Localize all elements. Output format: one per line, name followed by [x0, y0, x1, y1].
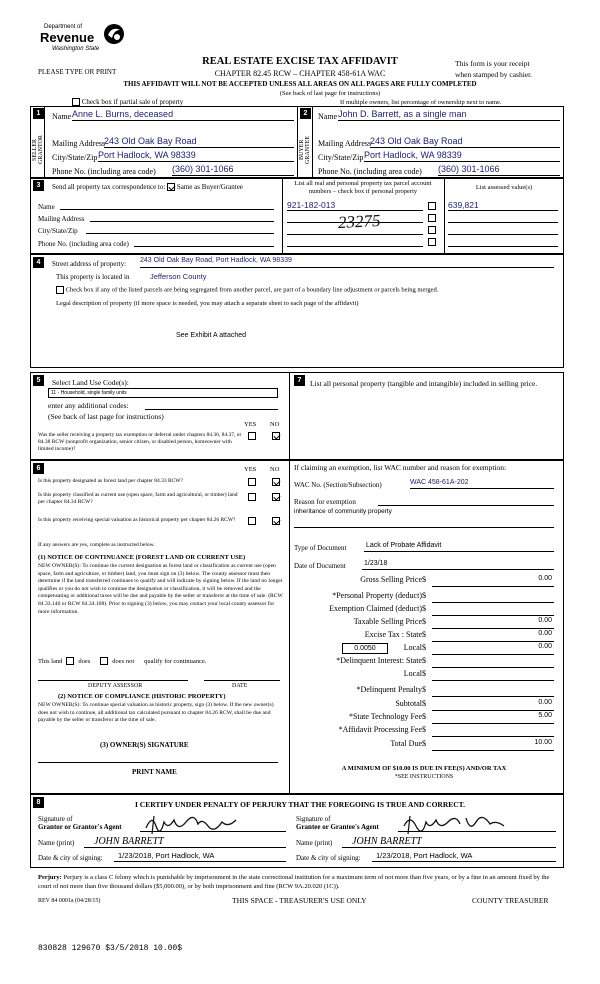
fee-amount[interactable]: [432, 591, 554, 603]
fee-label: Taxable Selling Price: [353, 617, 422, 626]
grantee-print[interactable]: JOHN BARRETT: [342, 837, 556, 848]
fee-row: [294, 591, 554, 603]
wac-label: WAC No. (Section/Subsection): [294, 481, 382, 489]
fee-label: Total Due: [390, 739, 422, 748]
doc-date[interactable]: 1/23/18: [362, 560, 554, 570]
personal-property-label: List all personal property (tangible and intangible) included in selling price.: [310, 379, 538, 388]
parcels-header: List all real and personal property tax parcel account numbers – check box if personal property: [294, 180, 432, 195]
grantee-sig-l1: Signature of: [296, 815, 331, 823]
no-header: NO: [270, 421, 280, 428]
historic-body: NEW OWNER(S): To continue special valuation as historic property, sign (3) below. If the new owner(s) does not wish to continue, all additional tax calculated pursuant to chapter 84.26 RCW, shall be due and payable by the seller or transferor at the time of sale.: [38, 702, 274, 724]
doc-type-label: Type of Document: [294, 544, 347, 552]
buyer-phone[interactable]: (360) 301-1066: [438, 164, 560, 176]
owner-signature-label: (3) OWNER(S) SIGNATURE: [100, 741, 189, 749]
divider: [289, 460, 290, 794]
receipt-line2: when stamped by cashier.: [455, 70, 533, 79]
fee-label: *State Technology Fee: [348, 712, 422, 721]
personal-property-checkbox-4[interactable]: [428, 238, 436, 246]
fee-label: *Personal Property (deduct): [332, 591, 422, 600]
personal-property-checkbox-1[interactable]: [428, 202, 436, 210]
buyer-name-label: Name: [318, 112, 338, 121]
doc-date-label: Date of Document: [294, 562, 346, 570]
divider: [297, 106, 298, 178]
q-historic: Is this property receiving special valuation as historical property per chapter 84.26 RCW?: [38, 517, 236, 523]
q-current-use: Is this property classified as current use (open space, farm and agricultural, or timber) land per chapter 84.34 RCW?: [38, 492, 238, 505]
buyer-city-label: City/State/Zip: [318, 153, 364, 162]
buyer-addr-label: Mailing Address: [318, 139, 372, 148]
revenue-swirl-icon: [102, 22, 126, 46]
print-note: PLEASE TYPE OR PRINT: [38, 68, 117, 76]
corr-phone-line[interactable]: [134, 246, 274, 247]
fee-label: *Delinquent Interest: State: [336, 656, 422, 665]
parcel-line-4[interactable]: [287, 246, 423, 247]
section-1-num: 1: [33, 108, 44, 119]
continuance-body: NEW OWNER(S): To continue the current designation as forest land or classification as current use (open space, farm and agriculture, or timber) land, you must sign on (3) below. The county assessor must then determine if the land transferred continues to qualify and will indicate by signing below. If the land no longer qualifies or you do not wish to continue the designation or classification, it will be removed and the compensating or additional taxes will be due and payable by the seller or transferor at the time of sale. (RCW 84.33.140 or RCW 84.34.108). Prior to signing (3) below, you may contact your local county assessor for more information.: [38, 563, 283, 615]
fee-label: *Affidavit Processing Fee: [338, 725, 422, 734]
seller-city[interactable]: Port Hadlock, WA 98339: [98, 150, 294, 162]
fee-label: *Delinquent Penalty: [356, 685, 422, 694]
seller-addr[interactable]: 243 Old Oak Bay Road: [104, 136, 294, 148]
seller-name-label: Name: [52, 112, 72, 121]
print-name-label: PRINT NAME: [132, 768, 177, 776]
legal-label: Legal description of property (if more space is needed, you may attach a separate sheet to each page of the affidavit): [56, 300, 359, 307]
seller-phone[interactable]: (360) 301-1066: [172, 164, 294, 176]
doc-type[interactable]: Lack of Probate Affidavit: [364, 542, 554, 552]
date-label: DATE: [232, 683, 248, 689]
historic-title: (2) NOTICE OF COMPLIANCE (HISTORIC PROPERTY): [58, 693, 226, 700]
fee-amount[interactable]: [432, 656, 554, 668]
grantor-signature-icon: [142, 812, 238, 836]
partial-sale-label: Check box if partial sale of property: [81, 98, 184, 106]
buyer-phone-label: Phone No. (including area code): [318, 167, 422, 176]
section-4-num: 4: [33, 257, 44, 268]
multiple-owners: If multiple owners, list percentage of ownership next to name.: [340, 99, 502, 106]
local-rate[interactable]: 0.0050: [342, 643, 388, 654]
divider: [444, 178, 445, 254]
continuance-title: (1) NOTICE OF CONTINUANCE (FOREST LAND OR CURRENT USE): [38, 554, 246, 561]
street-section: [30, 254, 564, 368]
historic-no-checkbox[interactable]: [272, 517, 280, 525]
reason-line-2[interactable]: [294, 527, 554, 528]
county-treasurer: COUNTY TREASURER: [472, 896, 549, 905]
fee-row: [294, 643, 554, 655]
corr-city-line[interactable]: [86, 233, 274, 234]
corr-addr-line[interactable]: [90, 221, 274, 222]
segregated-label: Check box if any of the listed parcels are being segregated from another parcel, are part of a boundary line adjustment or parcels being merged.: [65, 286, 439, 294]
reason-line[interactable]: [378, 505, 554, 506]
section-2-num: 2: [300, 108, 311, 119]
logo-dept: Department of: [44, 24, 83, 30]
buyer-side-label: BUYER GRANTEE: [299, 136, 311, 164]
land-use-label: Select Land Use Code(s):: [52, 378, 129, 387]
perjury-notice: [38, 873, 564, 891]
fee-label: Local: [403, 669, 422, 678]
instructions-note: (See back of last page for instructions): [279, 90, 381, 97]
fee-amount[interactable]: 0.00: [432, 699, 554, 711]
minimum-line1: A MINIMUM OF $10.00 IS DUE IN FEE(S) AND/OR TAX: [341, 765, 507, 772]
section-6-num: 6: [33, 463, 44, 474]
fee-amount[interactable]: 0.00: [432, 575, 554, 587]
perjury-text: Perjury is a class C felony which is punishable by imprisonment in the state correctional institution for a maximum term of not more than five years, or by a fine in an amount fixed by the court of not more than five thousand dollars ($5,000.00), or by both imprisonment and fine (RCW 9A.20.020 (1C)).: [38, 874, 550, 890]
value-line-3[interactable]: [448, 234, 558, 235]
fee-label: Exemption Claimed (deduct): [329, 604, 422, 613]
corr-phone-label: Phone No. (including area code): [38, 240, 129, 248]
this-land-label: This land: [38, 657, 63, 665]
fee-row: [294, 656, 554, 668]
dollar-sign: $: [422, 725, 426, 734]
fee-row: [294, 685, 554, 697]
this-land-row: [38, 657, 206, 665]
street-address[interactable]: 243 Old Oak Bay Road, Port Hadlock, WA 98339: [140, 257, 554, 268]
does-not-label: does not: [112, 657, 135, 665]
deputy-label: DEPUTY ASSESSOR: [88, 683, 143, 689]
corr-text: Send all property tax correspondence to:: [52, 183, 166, 191]
street-label: Street address of property:: [52, 260, 127, 268]
treasurer-only: THIS SPACE - TREASURER'S USE ONLY: [232, 896, 367, 905]
assessed-value[interactable]: 639,821: [448, 200, 558, 211]
certify-text: I CERTIFY UNDER PENALTY OF PERJURY THAT THE FOREGOING IS TRUE AND CORRECT.: [134, 800, 465, 809]
fee-row: [294, 712, 554, 724]
divider: [312, 106, 313, 178]
fee-row: [294, 630, 554, 642]
dollar-sign: $: [422, 630, 426, 639]
q-forest: Is this property designated as forest land per chapter 84.33 RCW?: [38, 478, 183, 484]
grantee-signature-icon: [400, 812, 510, 836]
form-chapters: CHAPTER 82.45 RCW – CHAPTER 458-61A WAC: [214, 69, 386, 78]
segregated: [56, 286, 438, 294]
fee-amount[interactable]: [432, 604, 554, 616]
dollar-sign: $: [422, 685, 426, 694]
grantor-date-label: Date & city of signing:: [38, 854, 103, 862]
fee-label: Excise Tax : State: [364, 630, 422, 639]
section-3-num: 3: [33, 180, 44, 191]
handwritten-number: 23275: [337, 210, 381, 233]
dollar-sign: $: [422, 604, 426, 613]
owner-signature-line[interactable]: [38, 762, 278, 763]
fee-label: Local: [403, 643, 422, 652]
grantor-print-label: Name (print): [38, 839, 75, 847]
fee-amount[interactable]: 0.00: [432, 643, 554, 655]
personal-property-checkbox-3[interactable]: [428, 226, 436, 234]
does-label: does: [78, 657, 91, 665]
same-as-buyer-label: Same as Buyer/Grantee: [176, 183, 243, 191]
section-7-num: 7: [294, 375, 305, 386]
legal-value: See Exhibit A attached: [176, 332, 247, 339]
historic-yes-checkbox[interactable]: [248, 517, 256, 525]
does-not-checkbox[interactable]: [100, 657, 108, 665]
same-as-buyer-checkbox[interactable]: [167, 183, 175, 191]
county: Jefferson County: [150, 272, 207, 281]
located-label: This property is located in: [56, 273, 130, 281]
qualify-label: qualify for continuance.: [144, 657, 207, 665]
corr-addr-label: Mailing Address: [38, 215, 85, 223]
if-yes: If any answers are yes, complete as instructed below.: [38, 542, 155, 548]
dollar-sign: $: [422, 669, 426, 678]
grantor-sig-l1: Signature of: [38, 815, 73, 823]
land-use-select[interactable]: 11 - Household, single family units: [48, 388, 278, 398]
corr-city-label: City/State/Zip: [38, 227, 78, 235]
seller-city-label: City/State/Zip: [52, 153, 98, 162]
grantor-sig-l2: Grantor or Grantor's Agent: [38, 823, 122, 831]
fee-amount[interactable]: [432, 725, 554, 737]
grantee-date-label: Date & city of signing:: [296, 854, 361, 862]
additional-codes-input[interactable]: [145, 409, 278, 410]
dollar-sign: $: [422, 656, 426, 665]
grantor-date[interactable]: 1/23/2018, Port Hadlock, WA: [114, 851, 286, 862]
dollar-sign: $: [422, 617, 426, 626]
corr-name-line[interactable]: [60, 209, 274, 210]
section-8-num: 8: [33, 797, 44, 808]
seller-addr-label: Mailing Address: [52, 139, 106, 148]
buyer-name[interactable]: John D. Barrett, as a single man: [338, 109, 560, 121]
fee-amount[interactable]: 5.00: [432, 712, 554, 724]
forest-no-checkbox[interactable]: [272, 478, 280, 486]
s6-no: NO: [270, 466, 280, 473]
seller-name[interactable]: Anne L. Burns, deceased: [72, 109, 294, 121]
rev-number: REV 84 0001a (04/28/15): [38, 898, 101, 904]
fee-amount[interactable]: 10.00: [432, 739, 554, 751]
divider: [282, 178, 283, 254]
fee-row: [294, 604, 554, 616]
see-back: (See back of last page for instructions): [48, 412, 164, 421]
seller-side-label: SELLER GRANTOR: [32, 135, 44, 165]
wac-number[interactable]: WAC 458-61A-202: [410, 479, 554, 489]
value-line-2[interactable]: [448, 222, 558, 223]
perjury-bold: Perjury:: [38, 874, 62, 881]
exemption-yes-checkbox[interactable]: [248, 432, 256, 440]
current-use-no-checkbox[interactable]: [272, 493, 280, 501]
deputy-line[interactable]: [38, 680, 188, 681]
logo-state: Washington State: [52, 46, 100, 52]
buyer-addr[interactable]: 243 Old Oak Bay Road: [370, 136, 560, 148]
additional-label: enter any additional codes:: [48, 401, 129, 410]
cashier-stamp: 830828 129670 $3/5/2018 10.00$: [38, 944, 183, 953]
dollar-sign: $: [422, 643, 426, 652]
fee-label: Gross Selling Price: [360, 575, 422, 584]
exemption-question: Was the seller receiving a property tax exemption or deferral under chapters 84.36, 84.37, or 84.38 RCW (nonprofit organization, senior citizen, or disabled person, homeowner with limited income)?: [38, 432, 242, 452]
personal-property-checkbox-2[interactable]: [428, 214, 436, 222]
value-line-4[interactable]: [448, 246, 558, 247]
fee-row: [294, 739, 554, 751]
s6-yes: YES: [244, 466, 257, 473]
grantee-date[interactable]: 1/23/2018, Port Hadlock, WA: [372, 851, 556, 862]
assessed-header: List assessed value(s): [475, 184, 533, 191]
grantee-sig-l2: Grantee or Grantee's Agent: [296, 823, 379, 831]
grantor-print[interactable]: JOHN BARRETT: [84, 837, 286, 848]
parcel-number[interactable]: 921-182-013: [287, 200, 423, 211]
current-use-yes-checkbox[interactable]: [248, 493, 256, 501]
fee-label: Subtotal: [395, 699, 422, 708]
logo-agency: Revenue: [40, 30, 95, 45]
fee-amount[interactable]: 0.00: [432, 617, 554, 629]
does-checkbox[interactable]: [66, 657, 74, 665]
minimum-line2: *SEE INSTRUCTIONS: [394, 774, 454, 780]
receipt-line1: This form is your receipt: [455, 59, 530, 68]
dollar-sign: $: [422, 739, 426, 748]
warning: THIS AFFIDAVIT WILL NOT BE ACCEPTED UNLESS ALL AREAS ON ALL PAGES ARE FULLY COMPLETED: [123, 80, 477, 88]
form-title: REAL ESTATE EXCISE TAX AFFIDAVIT: [202, 56, 398, 67]
reason-value: inheritance of community property: [294, 508, 392, 515]
section-5-num: 5: [33, 375, 44, 386]
dollar-sign: $: [422, 712, 426, 721]
parcel-line-3[interactable]: [287, 234, 423, 235]
fee-row: [294, 575, 554, 587]
divider: [44, 106, 45, 178]
corr-name-label: Name: [38, 203, 55, 211]
fee-row: [294, 617, 554, 629]
exemption-claim-label: If claiming an exemption, list WAC number and reason for exemption:: [294, 463, 507, 472]
reason-label: Reason for exemption: [294, 498, 356, 506]
date-line[interactable]: [204, 680, 280, 681]
fee-row: [294, 669, 554, 681]
fee-amount[interactable]: [432, 669, 554, 681]
exemption-no-checkbox[interactable]: [272, 432, 280, 440]
buyer-city[interactable]: Port Hadlock, WA 98339: [364, 150, 560, 162]
dollar-sign: $: [422, 591, 426, 600]
yes-header: YES: [244, 421, 257, 428]
correspondence-label: [52, 183, 243, 191]
fee-row: [294, 725, 554, 737]
divider: [289, 372, 290, 460]
grantee-print-label: Name (print): [296, 839, 333, 847]
dollar-sign: $: [422, 575, 426, 584]
seller-phone-label: Phone No. (including area code): [52, 167, 156, 176]
forest-yes-checkbox[interactable]: [248, 478, 256, 486]
fee-amount[interactable]: [432, 685, 554, 697]
fee-row: [294, 699, 554, 711]
segregated-checkbox[interactable]: [56, 286, 64, 294]
fee-amount[interactable]: 0.00: [432, 630, 554, 642]
dollar-sign: $: [422, 699, 426, 708]
